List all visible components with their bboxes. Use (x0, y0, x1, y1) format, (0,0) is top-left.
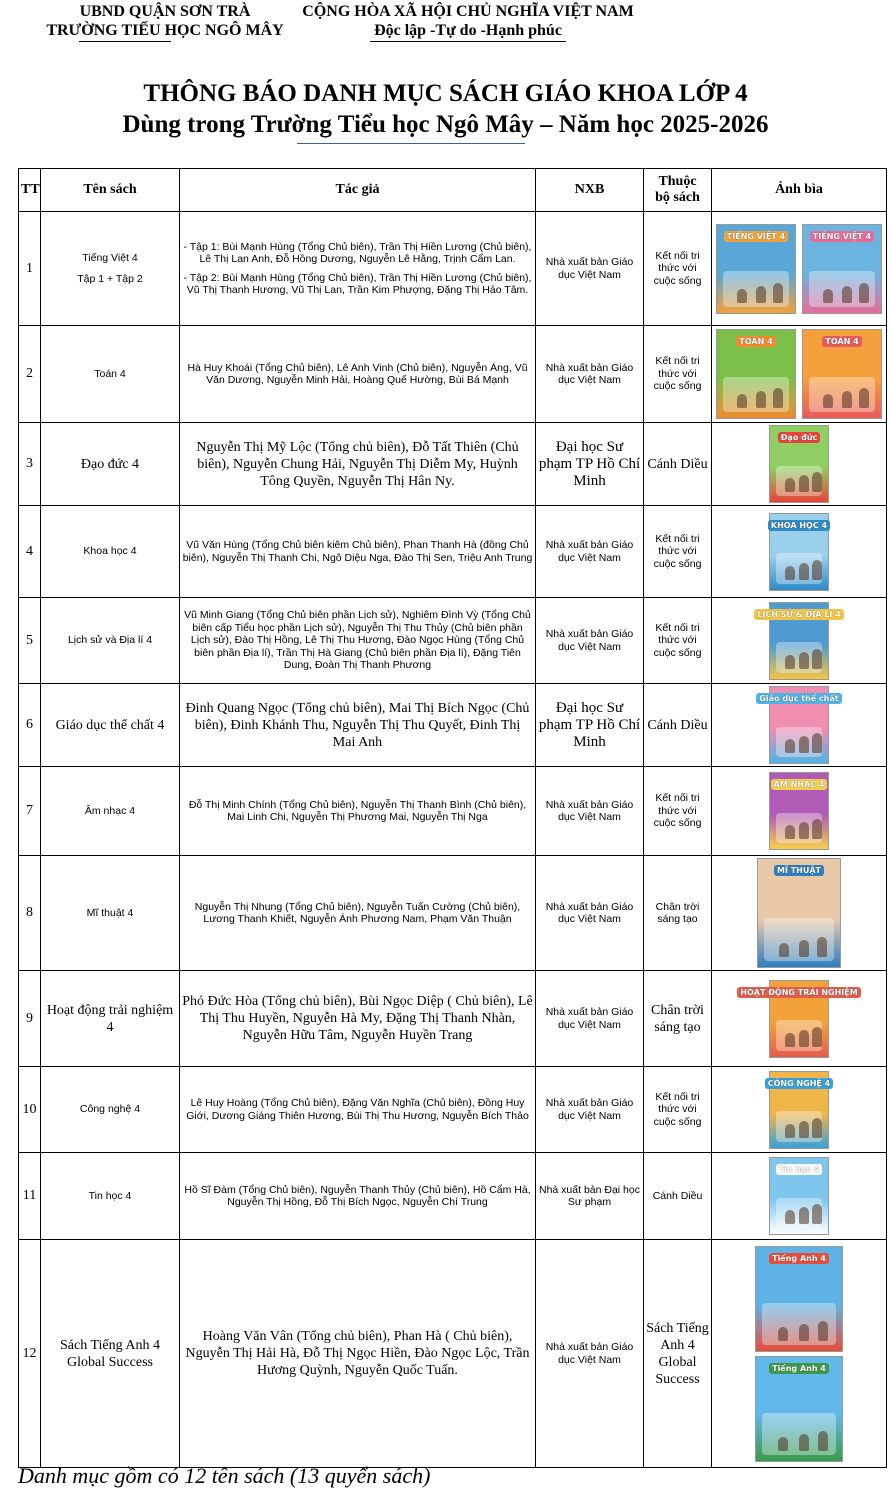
book-covers (712, 971, 887, 1067)
book-name: Sách Tiếng Anh 4 Global Success (41, 1240, 180, 1468)
book-cover-title: HOẠT ĐỘNG TRẢI NGHIỆM (737, 987, 860, 998)
national-motto: Độc lập -Tự do -Hạnh phúc (370, 21, 566, 42)
book-publisher: Nhà xuất bản Đại học Sư phạm (536, 1153, 644, 1240)
book-name-l1: Tiếng Việt 4 (82, 252, 138, 264)
row-number: 5 (19, 598, 41, 684)
header-tt: TT (19, 169, 41, 212)
cover-figure (785, 1033, 795, 1047)
table-header-row (19, 169, 887, 212)
book-cover-image (769, 513, 829, 591)
cover-figure (799, 563, 809, 580)
book-cover-title: TOÁN 4 (736, 336, 775, 347)
book-cover-title: Tiếng Anh 4 (769, 1253, 829, 1264)
book-cover-image (740, 980, 858, 1058)
issuer-line2: TRƯỜNG TIỂU HỌC NGÔ MÂY (46, 22, 284, 39)
book-covers (712, 684, 887, 767)
row-number: 12 (19, 1240, 41, 1468)
table-row (19, 506, 887, 598)
book-cover-image (755, 1356, 843, 1462)
issuer-block (40, 2, 290, 42)
book-cover-image (802, 329, 882, 419)
book-authors: Đinh Quang Ngọc (Tổng chủ biên), Mai Thị Bích Ngọc (Chủ biên), Đinh Khánh Thu, Nguyễn Thị Thu Quyết, Đinh Thị Mai Anh (180, 684, 536, 767)
book-series: Kết nối tri thức với cuộc sống (644, 326, 712, 423)
cover-figure (799, 822, 809, 839)
book-name: Công nghệ 4 (41, 1067, 180, 1153)
book-name-l2: Tập 1 + Tập 2 (77, 272, 143, 285)
book-covers (712, 326, 887, 423)
book-series: Kết nối tri thức với cuộc sống (644, 212, 712, 326)
cover-figure (756, 286, 766, 303)
cover-figure (859, 283, 869, 303)
cover-figure (785, 566, 795, 580)
book-authors: Hồ Sĩ Đàm (Tổng Chủ biên), Nguyễn Thanh Thủy (Chủ biên), Hồ Cẩm Hà, Nguyễn Thị Hồng, Đỗ Thị Bích Ngọc, Nguyễn Chí Trung (180, 1153, 536, 1240)
book-series: Kết nối tri thức với cuộc sống (644, 767, 712, 856)
book-publisher: Nhà xuất bản Giáo dục Việt Nam (536, 212, 644, 326)
book-authors: Vũ Minh Giang (Tổng Chủ biên phần Lịch sử), Nghiêm Đình Vỳ (Tổng Chủ biên cấp Tiểu học phần Lịch sử), Nguyễn Thị Thu Thủy (Chủ biên phần Lịch sử), Đào Thị Hồng, Lê Thị Thu Hương, Đào Ngọc Hùng (Tổng Chủ biên phần Địa lí), Trần Thị Hà Giang (Chủ biên phần Địa lí), Đặng Tiên Dung, Đoàn Thị Thanh Phương (180, 598, 536, 684)
header-series (644, 169, 712, 212)
title-underline (297, 143, 525, 144)
cover-figure (799, 1434, 809, 1451)
book-publisher: Nhà xuất bản Giáo dục Việt Nam (536, 971, 644, 1067)
cover-figure (818, 1431, 828, 1451)
table-row (19, 1240, 887, 1468)
cover-figure (785, 655, 795, 669)
document-subtitle: Dùng trong Trường Tiểu học Ngô Mây – Năm học 2025-2026 (122, 111, 769, 138)
book-covers (712, 767, 887, 856)
table-row (19, 856, 887, 971)
book-cover-image (802, 224, 882, 314)
book-series: Chân trời sáng tạo (644, 971, 712, 1067)
cover-figure (823, 289, 833, 303)
book-authors: Nguyễn Thị Mỹ Lộc (Tổng chủ biên), Đỗ Tất Thiên (Chủ biên), Nguyễn Chung Hải, Nguyễn Thị Diễm My, Huỳnh Tông Quyền, Nguyễn Thị Hân Ny. (180, 423, 536, 506)
book-series: Cánh Diều (644, 423, 712, 506)
book-authors: Hà Huy Khoái (Tổng Chủ biên), Lê Anh Vinh (Chủ biên), Nguyễn Áng, Vũ Văn Dương, Nguyễn Minh Hải, Hoàng Quế Hường, Bùi Bá Mạnh (180, 326, 536, 423)
row-number: 10 (19, 1067, 41, 1153)
cover-figure (812, 819, 822, 839)
book-cover-title: Tin học 4 (776, 1164, 823, 1175)
cover-figure (842, 391, 852, 408)
book-cover-title: MĨ THUẬT (774, 865, 824, 876)
book-cover-image (769, 1071, 829, 1149)
book-name: Giáo dục thể chất 4 (41, 684, 180, 767)
cover-figure (818, 1321, 828, 1341)
book-publisher: Đại học Sư phạm TP Hồ Chí Minh (536, 423, 644, 506)
book-name: Toán 4 (41, 326, 180, 423)
cover-figure (799, 652, 809, 669)
cover-figure (812, 560, 822, 580)
authors-vol1: - Tập 1: Bùi Mạnh Hùng (Tổng Chủ biên), Trần Thị Hiền Lương (Chủ biên), Lê Thị Lan Anh, Đỗ Hồng Dương, Nguyễn Lê Hằng, Trịnh Cẩm Lan. (183, 240, 532, 265)
book-cover-title: Tiếng Anh 4 (769, 1363, 829, 1374)
book-cover-image (769, 1157, 829, 1235)
book-name: Tin học 4 (41, 1153, 180, 1240)
row-number: 11 (19, 1153, 41, 1240)
cover-figure (737, 289, 747, 303)
cover-figure (778, 1437, 788, 1451)
cover-figure (779, 943, 789, 957)
cover-figure (812, 472, 822, 492)
cover-figure (799, 1030, 809, 1047)
cover-figure (785, 825, 795, 839)
book-series: Kết nối tri thức với cuộc sống (644, 1067, 712, 1153)
book-publisher: Nhà xuất bản Giáo dục Việt Nam (536, 1240, 644, 1468)
cover-figure (812, 1027, 822, 1047)
book-publisher: Nhà xuất bản Giáo dục Việt Nam (536, 326, 644, 423)
book-cover-title: TIẾNG VIỆT 4 (724, 231, 788, 242)
book-authors: Vũ Văn Hùng (Tổng Chủ biên kiêm Chủ biên), Phan Thanh Hà (đồng Chủ biên), Nguyễn Thị Thanh Chi, Ngô Diệu Nga, Đào Thị Sen, Triệu Anh Trung (180, 506, 536, 598)
book-publisher: Nhà xuất bản Giáo dục Việt Nam (536, 598, 644, 684)
textbook-table (18, 168, 887, 1468)
header-cover: Ảnh bìa (712, 169, 887, 212)
book-publisher: Nhà xuất bản Giáo dục Việt Nam (536, 856, 644, 971)
book-name: Mĩ thuật 4 (41, 856, 180, 971)
book-cover-title: Giáo dục thể chất (756, 693, 841, 704)
book-cover-title: KHOA HỌC 4 (768, 520, 830, 531)
row-number: 4 (19, 506, 41, 598)
book-authors: Phó Đức Hòa (Tổng chủ biên), Bùi Ngọc Diệp ( Chủ biên), Lê Thị Thu Huyền, Nguyễn Hà My, Đặng Thị Thanh Nhàn, Nguyễn Hữu Tâm, Nguyễn Huyền Trang (180, 971, 536, 1067)
authors-vol2: - Tập 2: Bùi Mạnh Hùng (Tổng Chủ biên), Trần Thị Hiền Lương (Chủ biên), Vũ Thị Thanh Hương, Vũ Thị Lan, Trần Kim Phượng, Đặng Thị Hảo Tâm. (183, 271, 532, 296)
row-number: 1 (19, 212, 41, 326)
cover-figure (799, 940, 809, 957)
cover-figure (817, 937, 827, 957)
book-series: Cánh Diều (644, 1153, 712, 1240)
cover-figure (773, 283, 783, 303)
book-cover-title: LỊCH SỬ & ĐỊA LÍ 4 (754, 609, 844, 620)
issuer-underline (79, 41, 171, 42)
book-publisher: Nhà xuất bản Giáo dục Việt Nam (536, 506, 644, 598)
book-series: Kết nối tri thức với cuộc sống (644, 506, 712, 598)
header-series-l1: Thuộc (658, 174, 697, 189)
cover-figure (842, 286, 852, 303)
book-covers (712, 598, 887, 684)
book-cover-title: TOÁN 4 (822, 336, 861, 347)
header-name: Tên sách (41, 169, 180, 212)
table-row (19, 1067, 887, 1153)
book-series: Chân trời sáng tạo (644, 856, 712, 971)
cover-figure (812, 649, 822, 669)
book-covers (712, 423, 887, 506)
book-cover-image (769, 772, 829, 850)
book-series: Kết nối tri thức với cuộc sống (644, 598, 712, 684)
book-cover-title: Đạo đức (778, 432, 821, 443)
cover-figure (785, 1124, 795, 1138)
book-cover-image (716, 329, 796, 419)
book-cover-title: CÔNG NGHỆ 4 (765, 1078, 834, 1089)
book-cover-image (757, 602, 841, 680)
cover-figure (812, 1204, 822, 1224)
book-cover-title: ÂM NHẠC 4 (771, 779, 828, 790)
row-number: 3 (19, 423, 41, 506)
cover-figure (812, 733, 822, 753)
row-number: 6 (19, 684, 41, 767)
cover-figure (799, 1207, 809, 1224)
issuer-line1: UBND QUẬN SƠN TRÀ (79, 3, 251, 20)
book-covers (712, 1153, 887, 1240)
book-cover-image (759, 686, 839, 764)
table-row (19, 212, 887, 326)
book-covers (712, 1067, 887, 1153)
summary-note: Danh mục gồm có 12 tên sách (13 quyển sách) (18, 1463, 431, 1488)
book-authors (180, 212, 536, 326)
book-authors: Đỗ Thị Minh Chính (Tổng Chủ biên), Nguyễn Thị Thanh Bình (Chủ biên), Mai Linh Chi, Nguyễn Thị Phương Mai, Nguyễn Thị Nga (180, 767, 536, 856)
document-title: THÔNG BÁO DANH MỤC SÁCH GIÁO KHOA LỚP 4 (143, 80, 748, 107)
cover-figure (799, 475, 809, 492)
book-name: Đạo đức 4 (41, 423, 180, 506)
book-publisher: Nhà xuất bản Giáo dục Việt Nam (536, 1067, 644, 1153)
book-authors: Hoàng Văn Vân (Tổng chủ biên), Phan Hà ( Chủ biên), Nguyễn Thị Hải Hà, Đỗ Thị Ngọc Hiền, Đào Ngọc Lộc, Trần Hương Quỳnh, Nguyễn Quốc Tuấn. (180, 1240, 536, 1468)
cover-figure (799, 1121, 809, 1138)
table-row (19, 767, 887, 856)
book-cover-image (755, 1246, 843, 1352)
book-covers (712, 506, 887, 598)
row-number: 9 (19, 971, 41, 1067)
book-authors: Nguyễn Thị Nhung (Tổng Chủ biên), Nguyễn Tuấn Cường (Chủ biên), Lương Thanh Khiết, Nguyễn Ánh Phương Nam, Phạm Văn Thuận (180, 856, 536, 971)
header-author: Tác giả (180, 169, 536, 212)
cover-figure (799, 1324, 809, 1341)
row-number: 7 (19, 767, 41, 856)
book-publisher: Đại học Sư phạm TP Hồ Chí Minh (536, 684, 644, 767)
book-cover-image (716, 224, 796, 314)
book-covers (712, 1240, 887, 1468)
book-series: Cánh Diều (644, 684, 712, 767)
book-cover-image (757, 858, 841, 968)
table-row (19, 326, 887, 423)
cover-figure (799, 736, 809, 753)
cover-figure (785, 739, 795, 753)
cover-figure (785, 478, 795, 492)
book-publisher: Nhà xuất bản Giáo dục Việt Nam (536, 767, 644, 856)
book-cover-image (769, 425, 829, 503)
table-row (19, 423, 887, 506)
table-row (19, 1153, 887, 1240)
book-series: Sách Tiếng Anh 4 Global Success (644, 1240, 712, 1468)
book-covers (712, 212, 887, 326)
cover-figure (859, 388, 869, 408)
cover-figure (823, 394, 833, 408)
national-title: CỘNG HÒA XÃ HỘI CHỦ NGHĨA VIỆT NAM (302, 3, 634, 20)
header-publisher: NXB (536, 169, 644, 212)
row-number: 8 (19, 856, 41, 971)
cover-figure (778, 1327, 788, 1341)
cover-figure (812, 1118, 822, 1138)
table-row (19, 598, 887, 684)
book-name: Hoạt động trải nghiệm 4 (41, 971, 180, 1067)
book-name: Khoa học 4 (41, 506, 180, 598)
table-row (19, 971, 887, 1067)
book-cover-title: TIẾNG VIỆT 4 (810, 231, 874, 242)
cover-figure (773, 388, 783, 408)
table-row (19, 684, 887, 767)
book-name: Lịch sử và Địa lí 4 (41, 598, 180, 684)
row-number: 2 (19, 326, 41, 423)
header-series-l2: bộ sách (655, 190, 700, 205)
cover-figure (756, 391, 766, 408)
national-motto-block (288, 2, 648, 42)
book-authors: Lê Huy Hoàng (Tổng Chủ biên), Đặng Văn Nghĩa (Chủ biên), Đồng Huy Giới, Dương Giáng Thiên Hương, Bùi Thị Thu Hương, Nguyễn Bích Thảo (180, 1067, 536, 1153)
book-covers (712, 856, 887, 971)
book-name (41, 212, 180, 326)
book-name: Âm nhạc 4 (41, 767, 180, 856)
cover-figure (785, 1210, 795, 1224)
cover-figure (737, 394, 747, 408)
